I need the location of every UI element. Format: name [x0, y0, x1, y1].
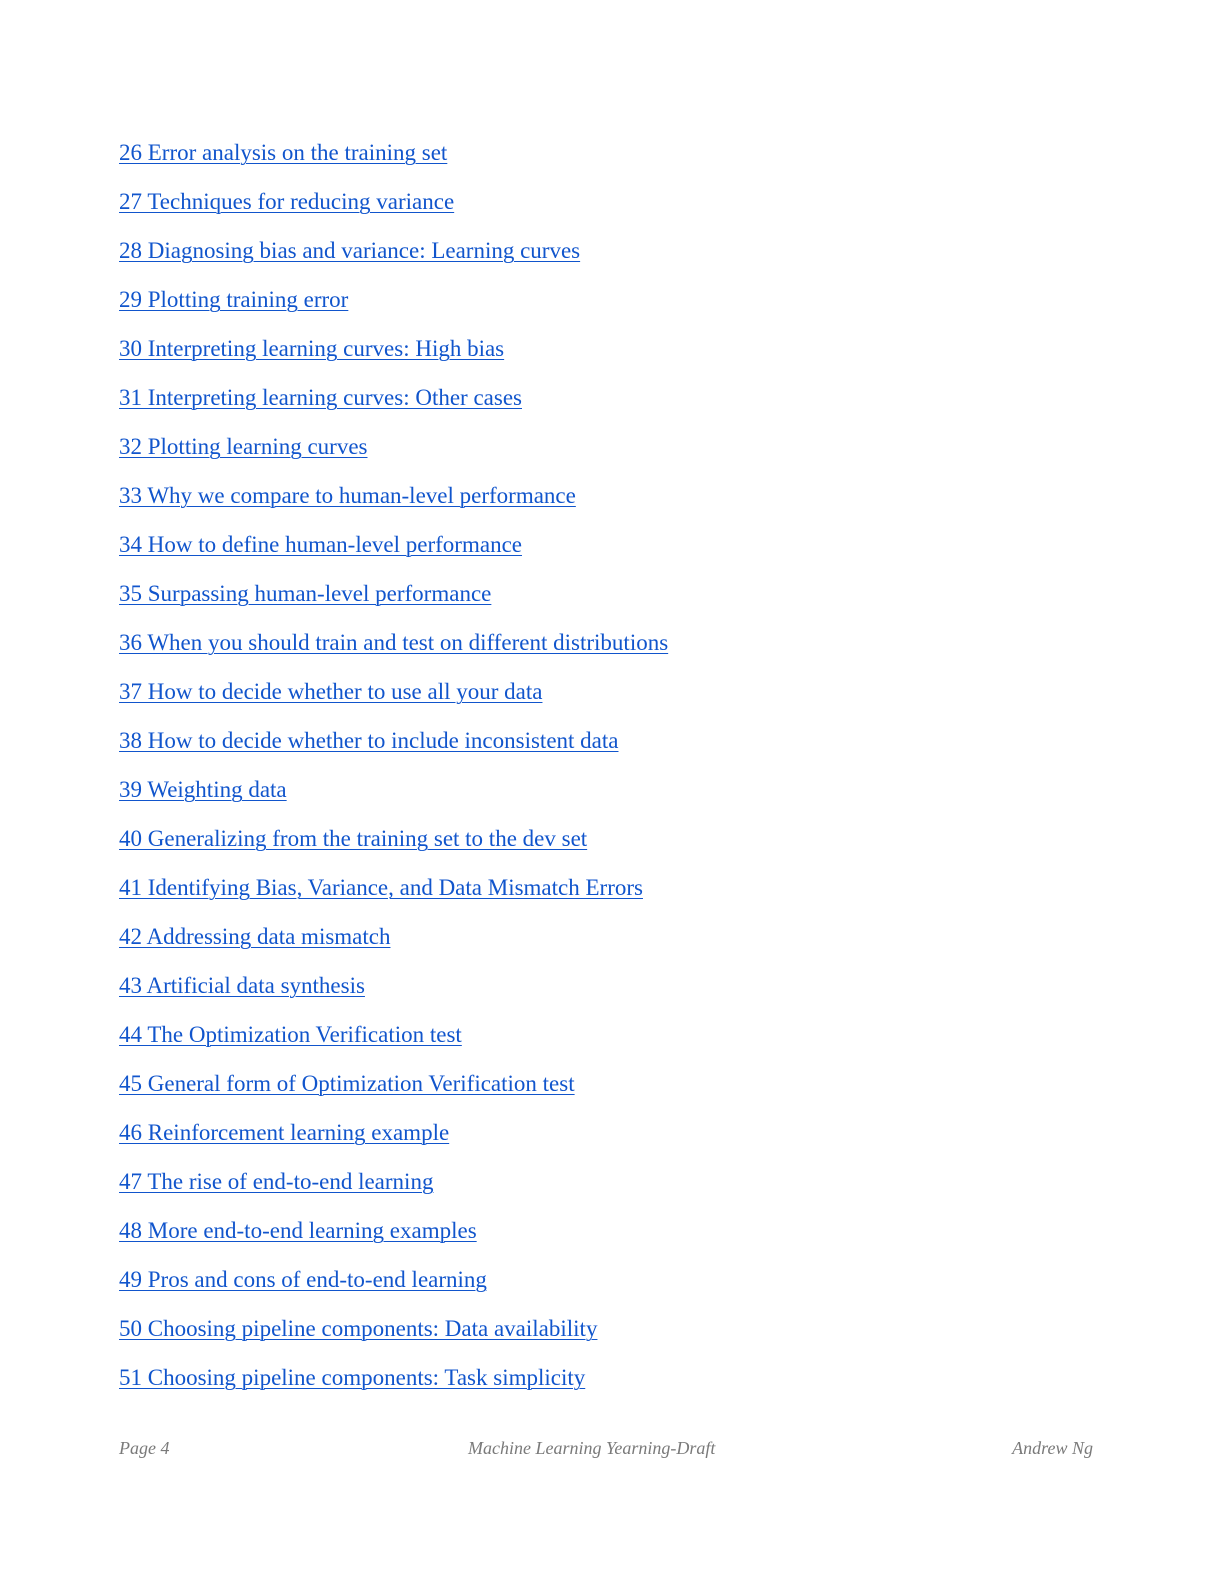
toc-link-40[interactable]: 40 Generalizing from the training set to the dev set — [119, 826, 588, 851]
toc-item-30 — [119, 332, 668, 381]
toc-item-51 — [119, 1361, 668, 1410]
toc-item-28 — [119, 234, 668, 283]
toc-item-42 — [119, 920, 668, 969]
toc-item-26 — [119, 136, 668, 185]
toc-link-43[interactable]: 43 Artificial data synthesis — [119, 973, 365, 998]
toc-link-41[interactable]: 41 Identifying Bias, Variance, and Data Mismatch Errors — [119, 875, 643, 900]
toc-item-39 — [119, 773, 668, 822]
toc-link-34[interactable]: 34 How to define human-level performance — [119, 532, 522, 557]
toc-link-49[interactable]: 49 Pros and cons of end-to-end learning — [119, 1267, 487, 1292]
toc-link-39[interactable]: 39 Weighting data — [119, 777, 287, 802]
toc-link-26[interactable]: 26 Error analysis on the training set — [119, 140, 448, 165]
toc-item-50 — [119, 1312, 668, 1361]
toc-item-45 — [119, 1067, 668, 1116]
toc-link-32[interactable]: 32 Plotting learning curves — [119, 434, 368, 459]
toc-item-49 — [119, 1263, 668, 1312]
toc-link-38[interactable]: 38 How to decide whether to include inconsistent data — [119, 728, 619, 753]
toc-link-42[interactable]: 42 Addressing data mismatch — [119, 924, 391, 949]
table-of-contents — [119, 136, 668, 1410]
toc-item-38 — [119, 724, 668, 773]
toc-link-50[interactable]: 50 Choosing pipeline components: Data availability — [119, 1316, 598, 1341]
toc-link-29[interactable]: 29 Plotting training error — [119, 287, 349, 312]
toc-item-32 — [119, 430, 668, 479]
toc-link-47[interactable]: 47 The rise of end-to-end learning — [119, 1169, 434, 1194]
toc-item-37 — [119, 675, 668, 724]
toc-link-36[interactable]: 36 When you should train and test on different distributions — [119, 630, 669, 655]
toc-item-31 — [119, 381, 668, 430]
toc-link-35[interactable]: 35 Surpassing human-level performance — [119, 581, 492, 606]
document-title: Machine Learning Yearning-Draft — [468, 1438, 716, 1458]
toc-item-35 — [119, 577, 668, 626]
toc-item-41 — [119, 871, 668, 920]
page-footer — [119, 1438, 1093, 1464]
toc-link-27[interactable]: 27 Techniques for reducing variance — [119, 189, 455, 214]
toc-link-48[interactable]: 48 More end-to-end learning examples — [119, 1218, 477, 1243]
toc-item-34 — [119, 528, 668, 577]
toc-item-44 — [119, 1018, 668, 1067]
toc-item-47 — [119, 1165, 668, 1214]
toc-item-33 — [119, 479, 668, 528]
toc-item-36 — [119, 626, 668, 675]
toc-link-30[interactable]: 30 Interpreting learning curves: High bias — [119, 336, 505, 361]
toc-link-31[interactable]: 31 Interpreting learning curves: Other cases — [119, 385, 522, 410]
toc-link-51[interactable]: 51 Choosing pipeline components: Task simplicity — [119, 1365, 586, 1390]
toc-link-44[interactable]: 44 The Optimization Verification test — [119, 1022, 462, 1047]
toc-item-43 — [119, 969, 668, 1018]
toc-item-27 — [119, 185, 668, 234]
toc-item-46 — [119, 1116, 668, 1165]
toc-link-33[interactable]: 33 Why we compare to human-level performance — [119, 483, 576, 508]
author-name: Andrew Ng — [1012, 1438, 1093, 1458]
toc-item-40 — [119, 822, 668, 871]
toc-item-29 — [119, 283, 668, 332]
toc-item-48 — [119, 1214, 668, 1263]
page-number: Page 4 — [119, 1438, 170, 1458]
toc-link-45[interactable]: 45 General form of Optimization Verification test — [119, 1071, 575, 1096]
toc-link-46[interactable]: 46 Reinforcement learning example — [119, 1120, 450, 1145]
toc-link-37[interactable]: 37 How to decide whether to use all your data — [119, 679, 543, 704]
toc-link-28[interactable]: 28 Diagnosing bias and variance: Learning curves — [119, 238, 581, 263]
